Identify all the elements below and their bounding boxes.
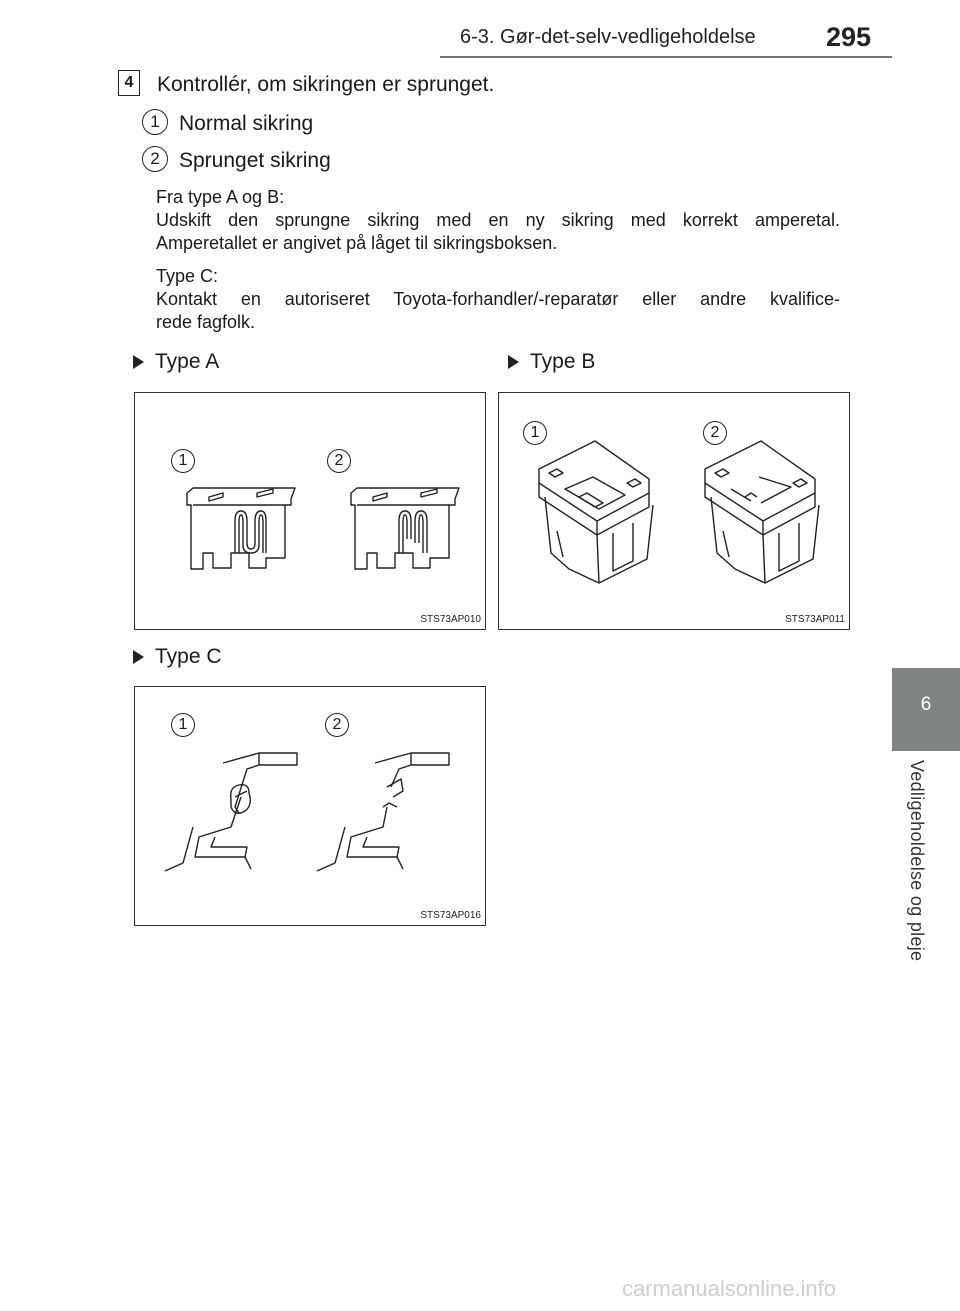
page-number: 295 <box>826 22 872 52</box>
bullet-triangle-icon <box>133 355 144 369</box>
figure-callout-2: 2 <box>703 421 727 445</box>
figure-callout-1: 1 <box>171 713 195 737</box>
paragraph-line: Udskift den sprungne sikring med en ny sikring med korrekt amperetal. <box>156 210 840 230</box>
type-c-label: Type C <box>155 645 222 668</box>
paragraph-type-a-b <box>156 186 840 255</box>
type-b-label: Type B <box>530 350 596 373</box>
figure-type-c <box>134 686 486 926</box>
legend-label-2: Sprunget sikring <box>179 149 331 172</box>
cartridge-fuse-illustration <box>499 393 849 629</box>
step-number-box: 4 <box>118 70 140 96</box>
chapter-title-vertical: Vedligeholdelse og pleje <box>907 760 927 962</box>
chapter-number: 6 <box>920 694 932 715</box>
paragraph-heading: Type C: <box>156 266 219 286</box>
chapter-tab <box>892 668 960 751</box>
figure-code: STS73AP016 <box>420 910 481 921</box>
figure-code: STS73AP011 <box>785 614 845 625</box>
bullet-triangle-icon <box>133 650 144 664</box>
paragraph-heading: Fra type A og B: <box>156 187 285 207</box>
figure-callout-2: 2 <box>327 449 351 473</box>
figure-code: STS73AP010 <box>420 614 481 625</box>
header-section-title: 6-3. Gør-det-selv-vedligeholdelse <box>460 26 756 48</box>
figure-type-b <box>498 392 850 630</box>
legend-number-1: 1 <box>142 109 168 135</box>
watermark: carmanualsonline.info <box>622 1276 837 1301</box>
header-divider <box>440 56 892 58</box>
type-a-label: Type A <box>155 350 220 373</box>
legend-label-1: Normal sikring <box>179 112 314 135</box>
legend-number-2: 2 <box>142 146 168 172</box>
figure-callout-1: 1 <box>523 421 547 445</box>
paragraph-type-c <box>156 265 840 334</box>
blade-fuse-illustration <box>135 393 485 629</box>
step-instruction: Kontrollér, om sikringen er sprunget. <box>157 73 495 96</box>
bullet-triangle-icon <box>508 355 519 369</box>
paragraph-line: Amperetallet er angivet på låget til sikringsboksen. <box>156 233 558 253</box>
paragraph-line: rede fagfolk. <box>156 312 256 332</box>
paragraph-line: Kontakt en autoriseret Toyota-forhandler/-reparatør eller andre kvalifice- <box>156 289 840 309</box>
figure-callout-2: 2 <box>325 713 349 737</box>
figure-callout-1: 1 <box>171 449 195 473</box>
figure-type-a <box>134 392 486 630</box>
